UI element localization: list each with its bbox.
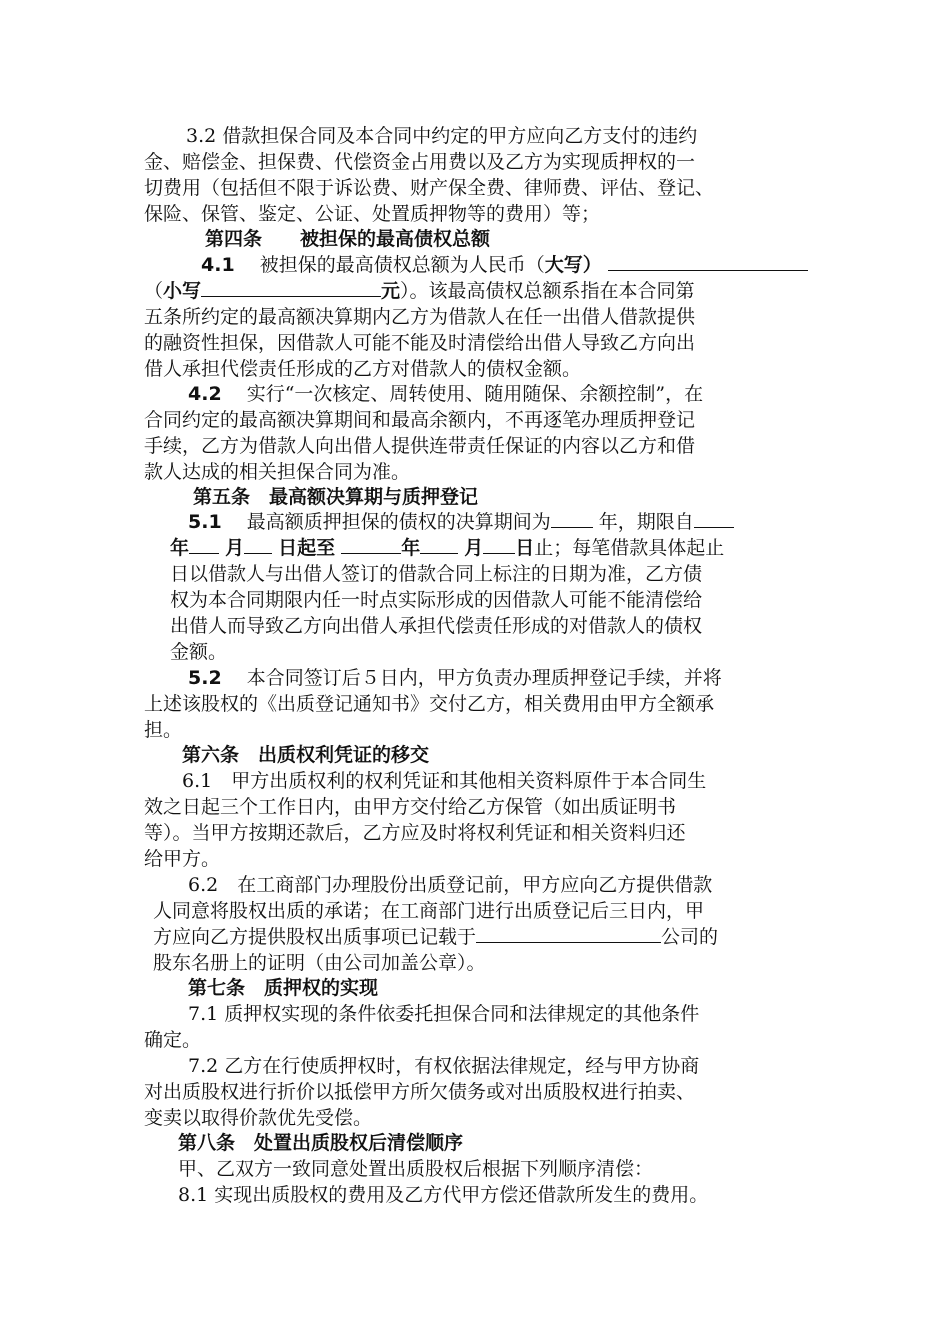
clause-5-1-line-4: 权为本合同期限内任一时点实际形成的因借款人可能不能清偿给 — [170, 589, 703, 611]
article-5-heading: 第五条 最高额决算期与质押登记 — [193, 486, 479, 508]
clause-5-1-number: 5.1 — [188, 511, 222, 533]
article-7-heading: 第七条 质押权的实现 — [188, 977, 379, 999]
clause-5-1-line-6: 金额。 — [170, 641, 228, 663]
clause-6-1-line-3: 等）。当甲方按期还款后，乙方应及时将权利凭证和相关资料归还 — [144, 822, 686, 844]
clause-4-1-number: 4.1 — [201, 254, 235, 276]
end-month-blank[interactable] — [420, 535, 458, 554]
clause-7-2-line-2: 对出质股权进行折价以抵偿甲方所欠债务或对出质股权进行拍卖、 — [144, 1081, 696, 1103]
clause-6-2-line-1: 6.2 在工商部门办理股份出质登记前，甲方应向乙方提供借款 — [188, 874, 713, 896]
end-year-blank[interactable] — [341, 535, 401, 554]
clause-5-1-line-5: 出借人而导致乙方向出借人承担代偿责任形成的对借款人的债权 — [170, 615, 703, 637]
clause-6-1-line-1: 6.1 甲方出质权利的权利凭证和其他相关资料原件于本合同生 — [182, 770, 707, 792]
clause-3-2-line-3: 切费用（包括但不限于诉讼费、财产保全费、律师费、评估、登记、 — [144, 177, 715, 199]
amount-lowercase-blank[interactable] — [201, 278, 381, 297]
clause-6-2-line-2: 人同意将股权出质的承诺；在工商部门进行出质登记后三日内，甲 — [153, 900, 705, 922]
clause-5-1-line-3: 日以借款人与出借人签订的借款合同上标注的日期为准，乙方债 — [170, 563, 703, 585]
clause-6-1-line-2: 效之日起三个工作日内，由甲方交付给乙方保管（如出质证明书 — [144, 796, 677, 818]
clause-4-1-line-1 — [201, 252, 808, 279]
start-month-blank[interactable] — [189, 535, 219, 554]
clause-7-2-line-3: 变卖以取得价款优先受偿。 — [144, 1107, 373, 1129]
clause-4-2-line-1: 4.2 实行“一次核定、周转使用、随用随保、余额控制”，在 — [188, 383, 704, 405]
clause-3-2-line-2: 金、赔偿金、担保费、代偿资金占用费以及乙方为实现质押权的一 — [144, 151, 696, 173]
end-day-blank[interactable] — [483, 535, 515, 554]
clause-4-2-line-2: 合同约定的最高额决算期间和最高余额内，不再逐笔办理质押登记 — [144, 409, 696, 431]
clause-8-1-line-1: 8.1 实现出质股权的费用及乙方代甲方偿还借款所发生的费用。 — [178, 1184, 709, 1206]
yuan-unit: 元 — [381, 280, 401, 302]
clause-5-2-line-2: 上述该股权的《出质登记通知书》交付乙方，相关费用由甲方全额承 — [144, 693, 715, 715]
clause-5-2-number: 5.2 — [188, 667, 222, 689]
start-day-blank[interactable] — [244, 535, 272, 554]
clause-4-1-text: 被担保的最高债权总额为人民币（ — [259, 254, 545, 276]
clause-5-1-line-1: 5.1 最高额质押担保的债权的决算期间为 年，期限自 — [188, 509, 734, 536]
period-years-blank[interactable] — [551, 509, 593, 528]
clause-6-2-line-3: 方应向乙方提供股权出质事项已记载于 公司的 — [153, 926, 719, 948]
clause-3-2-line-1: 3.2 借款担保合同及本合同中约定的甲方应向乙方支付的违约 — [186, 125, 698, 147]
clause-7-1-line-1: 7.1 质押权实现的条件依委托担保合同和法律规定的其他条件 — [188, 1003, 700, 1025]
article-8-intro: 甲、乙双方一致同意处置出质股权后根据下列顺序清偿： — [178, 1158, 654, 1180]
clause-4-2-number: 4.2 — [188, 383, 222, 405]
clause-4-1-line-5: 借人承担代偿责任形成的乙方对借款人的债权金额。 — [144, 358, 582, 380]
start-year-blank[interactable] — [694, 509, 734, 528]
clause-4-2-line-4: 款人达成的相关担保合同为准。 — [144, 461, 411, 483]
clause-6-1-line-4: 给甲方。 — [144, 848, 221, 870]
company-name-blank[interactable] — [476, 924, 661, 943]
clause-4-1-line-4: 的融资性担保，因借款人可能不能及时清偿给出借人导致乙方向出 — [144, 332, 696, 354]
clause-7-1-line-2: 确定。 — [144, 1029, 202, 1051]
clause-4-1-line-3: 五条所约定的最高额决算期内乙方为借款人在任一出借人借款提供 — [144, 306, 696, 328]
clause-4-1-line-2: （小写 元）。该最高债权总额系指在本合同第 — [144, 280, 695, 302]
clause-3-2-line-4: 保险、保管、鉴定、公证、处置质押物等的费用）等； — [144, 203, 601, 225]
clause-4-2-line-3: 手续，乙方为借款人向出借人提供连带责任保证的内容以乙方和借 — [144, 435, 696, 457]
clause-6-2-line-4: 股东名册上的证明（由公司加盖公章）。 — [153, 952, 486, 974]
article-4-heading: 第四条 被担保的最高债权总额 — [205, 228, 491, 250]
clause-4-1-uppercase-label: 大写） — [544, 254, 602, 276]
clause-4-1-lowercase-label: 小写 — [163, 280, 202, 302]
clause-5-2-line-1: 5.2 本合同签订后５日内，甲方负责办理质押登记手续，并将 — [188, 667, 722, 689]
clause-5-1-line-2: 年 月 日起至 年 月 日止；每笔借款具体起止 — [170, 537, 725, 559]
clause-7-2-line-1: 7.2 乙方在行使质押权时，有权依据法律规定，经与甲方协商 — [188, 1055, 700, 1077]
amount-uppercase-blank[interactable] — [608, 252, 808, 271]
article-6-heading: 第六条 出质权利凭证的移交 — [182, 744, 430, 766]
clause-5-2-line-3: 担。 — [144, 719, 183, 741]
article-8-heading: 第八条 处置出质股权后清偿顺序 — [178, 1132, 464, 1154]
